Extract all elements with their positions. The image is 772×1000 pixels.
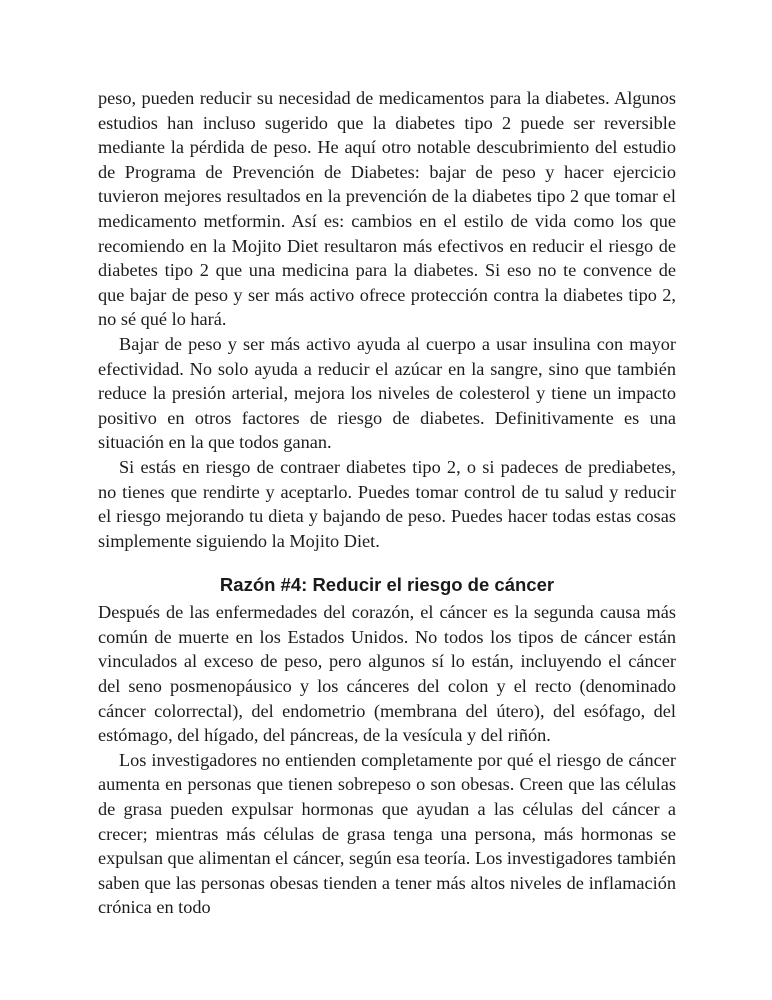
body-paragraph: Después de las enfermedades del corazón, el cáncer es la segunda causa más común de muerte en los Estados Unidos. No todos los tipos de cáncer están vinculados al exceso de peso, pero algunos sí lo están, incluyendo el cáncer del seno posmenopáusico y los cánceres del colon y el recto (denominado cáncer colorrectal), del endometrio (membrana del útero), del esófago, del estómago, del hígado, del páncreas, de la vesícula y del riñón. bbox=[98, 602, 676, 746]
body-paragraph: peso, pueden reducir su necesidad de medicamentos para la diabetes. Algunos estudios han incluso sugerido que la diabetes tipo 2 puede ser reversible mediante la pérdida de peso. He aquí otro notable descubrimiento del estudio de Programa de Prevención de Diabetes: bajar de peso y hacer ejercicio tuvieron mejores resultados en la prevención de la diabetes tipo 2 que tomar el medicamento metformin. Así es: cambios en el estilo de vida como los que recomiendo en la Mojito Diet resultaron más efectivos en reducir el riesgo de diabetes tipo 2 que una medicina para la diabetes. Si eso no te convence de que bajar de peso y ser más activo ofrece protección contra la diabetes tipo 2, no sé qué lo hará. bbox=[98, 88, 676, 330]
body-paragraph: Los investigadores no entienden completamente por qué el riesgo de cáncer aumenta en personas que tienen sobrepeso o son obesas. Creen que las células de grasa pueden expulsar hormonas que ayudan a las células del cáncer a crecer; mientras más células de grasa tenga una persona, más hormonas se expulsan que alimentan el cáncer, según esa teoría. Los investigadores también saben que las personas obesas tienden a tener más altos niveles de inflamación crónica en todo bbox=[98, 749, 676, 918]
body-paragraph: Bajar de peso y ser más activo ayuda al cuerpo a usar insulina con mayor efectividad. No solo ayuda a reducir el azúcar en la sangre, sino que también reduce la presión arterial, mejora los niveles de colesterol y tiene un impacto positivo en otros factores de riesgo de diabetes. Definitivamente es una situación en la que todos ganan. bbox=[98, 333, 676, 453]
book-page bbox=[98, 86, 676, 920]
body-paragraph: Si estás en riesgo de contraer diabetes tipo 2, o si padeces de prediabetes, no tienes que rendirte y aceptarlo. Puedes tomar control de tu salud y reducir el riesgo mejorando tu dieta y bajando de peso. Puedes hacer todas estas cosas simplemente siguiendo la Mojito Diet. bbox=[98, 456, 676, 551]
section-heading: Razón #4: Reducir el riesgo de cáncer bbox=[219, 574, 555, 596]
